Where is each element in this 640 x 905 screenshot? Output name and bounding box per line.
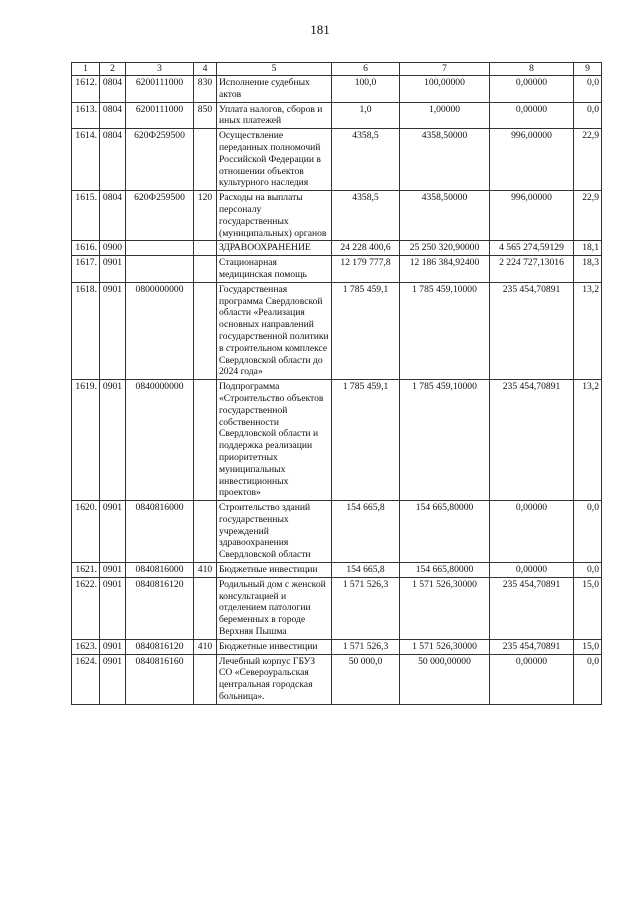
value-7: 4358,50000 (400, 129, 490, 191)
item-name: Расходы на выплаты персоналу государственных (муниципальных) органов (217, 191, 332, 241)
row-number: 1619. (72, 380, 100, 501)
item-name: Государственная программа Свердловской области «Реализация основных направлений государственной политики в строительном комплексе Свердловской области до 2024 года» (217, 282, 332, 379)
value-7: 1 785 459,10000 (400, 380, 490, 501)
kind-code: 830 (194, 76, 217, 103)
value-7: 154 665,80000 (400, 501, 490, 563)
item-name: ЗДРАВООХРАНЕНИЕ (217, 241, 332, 256)
header-cell: 8 (490, 63, 574, 76)
target-code: 620Ф259500 (126, 129, 194, 191)
table-row (72, 501, 602, 563)
value-7: 1 571 526,30000 (400, 577, 490, 639)
value-9: 18,1 (574, 241, 602, 256)
page-number: 181 (310, 22, 330, 37)
value-7: 25 250 320,90000 (400, 241, 490, 256)
target-code: 0840816160 (126, 654, 194, 704)
row-number: 1614. (72, 129, 100, 191)
value-7: 1 785 459,10000 (400, 282, 490, 379)
header-cell: 2 (100, 63, 126, 76)
kind-code (194, 282, 217, 379)
target-code: 0800000000 (126, 282, 194, 379)
table-row (72, 191, 602, 241)
table-row (72, 577, 602, 639)
table-row (72, 241, 602, 256)
value-9: 15,0 (574, 639, 602, 654)
table-row (72, 654, 602, 704)
value-7: 1,00000 (400, 102, 490, 129)
value-9: 0,0 (574, 654, 602, 704)
row-number: 1612. (72, 76, 100, 103)
kind-code: 410 (194, 639, 217, 654)
value-9: 22,9 (574, 129, 602, 191)
row-number: 1617. (72, 256, 100, 283)
section-code: 0804 (100, 129, 126, 191)
row-number: 1624. (72, 654, 100, 704)
kind-code: 850 (194, 102, 217, 129)
section-code: 0901 (100, 577, 126, 639)
value-6: 24 228 400,6 (332, 241, 400, 256)
section-code: 0901 (100, 563, 126, 578)
item-name: Бюджетные инвестиции (217, 563, 332, 578)
row-number: 1620. (72, 501, 100, 563)
kind-code: 410 (194, 563, 217, 578)
row-number: 1621. (72, 563, 100, 578)
row-number: 1618. (72, 282, 100, 379)
table-row (72, 282, 602, 379)
kind-code (194, 129, 217, 191)
kind-code: 120 (194, 191, 217, 241)
table-row (72, 563, 602, 578)
item-name: Стационарная медицинская помощь (217, 256, 332, 283)
section-code: 0901 (100, 282, 126, 379)
value-9: 22,9 (574, 191, 602, 241)
value-6: 154 665,8 (332, 501, 400, 563)
value-8: 996,00000 (490, 191, 574, 241)
value-7: 12 186 384,92400 (400, 256, 490, 283)
section-code: 0804 (100, 76, 126, 103)
value-6: 12 179 777,8 (332, 256, 400, 283)
item-name: Родильный дом с женской консультацией и отделением патологии беременных в городе Верхняя Пышма (217, 577, 332, 639)
row-number: 1622. (72, 577, 100, 639)
value-8: 0,00000 (490, 501, 574, 563)
table-row (72, 129, 602, 191)
header-cell: 1 (72, 63, 100, 76)
item-name: Осуществление переданных полномочий Российской Федерации в отношении объектов культурного наследия (217, 129, 332, 191)
value-7: 50 000,00000 (400, 654, 490, 704)
target-code: 0840000000 (126, 380, 194, 501)
table-row (72, 256, 602, 283)
target-code (126, 256, 194, 283)
value-8: 4 565 274,59129 (490, 241, 574, 256)
value-7: 4358,50000 (400, 191, 490, 241)
section-code: 0901 (100, 639, 126, 654)
section-code: 0900 (100, 241, 126, 256)
target-code: 0840816120 (126, 577, 194, 639)
header-cell: 9 (574, 63, 602, 76)
value-6: 1,0 (332, 102, 400, 129)
item-name: Лечебный корпус ГБУЗ СО «Североуральская центральная городская больница». (217, 654, 332, 704)
header-cell: 3 (126, 63, 194, 76)
item-name: Строительство зданий государственных учреждений здравоохранения Свердловской области (217, 501, 332, 563)
value-6: 1 571 526,3 (332, 577, 400, 639)
value-6: 4358,5 (332, 129, 400, 191)
section-code: 0901 (100, 380, 126, 501)
section-code: 0901 (100, 654, 126, 704)
value-9: 15,0 (574, 577, 602, 639)
value-8: 2 224 727,13016 (490, 256, 574, 283)
table-row (72, 76, 602, 103)
section-code: 0804 (100, 102, 126, 129)
target-code: 0840816120 (126, 639, 194, 654)
table-row (72, 380, 602, 501)
value-7: 100,00000 (400, 76, 490, 103)
header-cell: 5 (217, 63, 332, 76)
value-7: 1 571 526,30000 (400, 639, 490, 654)
value-8: 235 454,70891 (490, 577, 574, 639)
section-code: 0901 (100, 501, 126, 563)
value-6: 154 665,8 (332, 563, 400, 578)
row-number: 1615. (72, 191, 100, 241)
header-row (72, 63, 602, 76)
table-row (72, 102, 602, 129)
value-8: 235 454,70891 (490, 282, 574, 379)
value-8: 0,00000 (490, 76, 574, 103)
item-name: Исполнение судебных актов (217, 76, 332, 103)
row-number: 1623. (72, 639, 100, 654)
target-code: 0840816000 (126, 501, 194, 563)
kind-code (194, 577, 217, 639)
value-6: 1 571 526,3 (332, 639, 400, 654)
header-cell: 6 (332, 63, 400, 76)
value-6: 4358,5 (332, 191, 400, 241)
value-6: 1 785 459,1 (332, 380, 400, 501)
table-row (72, 639, 602, 654)
section-code: 0901 (100, 256, 126, 283)
kind-code (194, 501, 217, 563)
row-number: 1613. (72, 102, 100, 129)
value-9: 13,2 (574, 282, 602, 379)
item-name: Уплата налогов, сборов и иных платежей (217, 102, 332, 129)
kind-code (194, 654, 217, 704)
value-8: 235 454,70891 (490, 380, 574, 501)
value-9: 0,0 (574, 501, 602, 563)
section-code: 0804 (100, 191, 126, 241)
target-code: 6200111000 (126, 102, 194, 129)
value-8: 0,00000 (490, 102, 574, 129)
header-cell: 4 (194, 63, 217, 76)
value-8: 235 454,70891 (490, 639, 574, 654)
target-code: 0840816000 (126, 563, 194, 578)
row-number: 1616. (72, 241, 100, 256)
value-7: 154 665,80000 (400, 563, 490, 578)
value-6: 50 000,0 (332, 654, 400, 704)
target-code: 620Ф259500 (126, 191, 194, 241)
target-code: 6200111000 (126, 76, 194, 103)
value-6: 100,0 (332, 76, 400, 103)
value-9: 0,0 (574, 76, 602, 103)
kind-code (194, 241, 217, 256)
header-cell: 7 (400, 63, 490, 76)
value-8: 0,00000 (490, 563, 574, 578)
value-6: 1 785 459,1 (332, 282, 400, 379)
value-9: 18,3 (574, 256, 602, 283)
value-9: 13,2 (574, 380, 602, 501)
item-name: Подпрограмма «Строительство объектов государственной собственности Свердловской области и поддержка реализации приоритетных муниципальных инвестиционных проектов» (217, 380, 332, 501)
value-9: 0,0 (574, 563, 602, 578)
kind-code (194, 256, 217, 283)
target-code (126, 241, 194, 256)
budget-table (71, 62, 602, 705)
value-8: 0,00000 (490, 654, 574, 704)
value-8: 996,00000 (490, 129, 574, 191)
item-name: Бюджетные инвестиции (217, 639, 332, 654)
value-9: 0,0 (574, 102, 602, 129)
kind-code (194, 380, 217, 501)
